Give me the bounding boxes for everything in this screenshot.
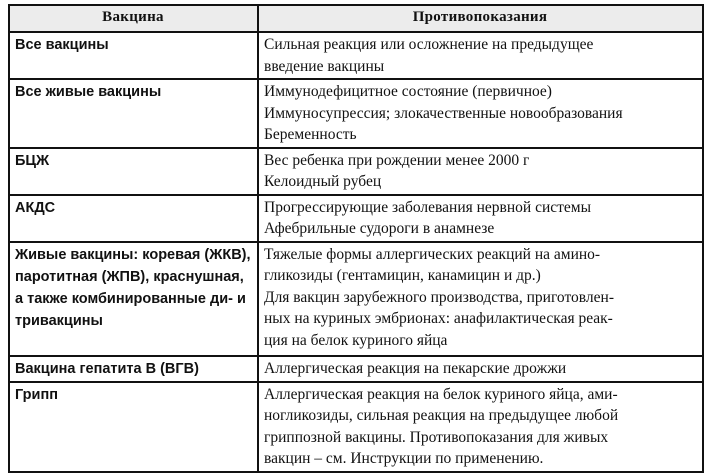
contraindication-line: Беременность (264, 126, 357, 143)
contraindication-line: Сильная реакция или осложнение на предыдущее (264, 36, 594, 53)
table-header-row (9, 5, 703, 32)
contraindication-line: ных на куриных эмбрионах: анафилактическая реак- (264, 310, 613, 327)
table-row (9, 382, 703, 472)
vaccine-name: БЦЖ (15, 152, 50, 169)
contraindication-cell (258, 382, 703, 472)
contraindication-line: Аллергическая реакция на белок куриного яйца, ами- (264, 385, 618, 403)
vaccine-name: также комбинированные (27, 290, 206, 307)
vaccine-name: Все вакцины (15, 37, 109, 53)
contraindication-line: введение вакцины (264, 57, 385, 75)
vaccine-name: ди- и тривакцины (15, 290, 246, 329)
contraindication-cell (258, 148, 703, 195)
contraindication-cell (258, 195, 703, 242)
contraindication-line: Келоидный рубец (264, 173, 382, 190)
contraindication-line: ногликозиды, сильная реакция на предыдущее любой (264, 407, 619, 424)
contraindication-line: Прогрессирующие заболевания нервной системы (264, 198, 592, 216)
contraindication-line: Вес ребенка при рождении менее 2000 г (264, 151, 530, 169)
contraindication-cell (258, 242, 703, 356)
vaccine-cell (9, 382, 258, 472)
contraindication-line: гликозиды (гентамицин, канамицин и др.) (264, 267, 541, 284)
table-row (9, 195, 703, 242)
table-row (9, 32, 703, 79)
vaccine-name: Все живые вакцины (15, 84, 162, 100)
header-vaccine: Вакцина (9, 5, 258, 32)
contraindication-line: Иммунодефицитное состояние (первичное) (264, 83, 552, 100)
table-row (9, 242, 703, 356)
contraindication-line: ция на белок куриного яйца (264, 331, 448, 349)
contraindication-line: вакцин – см. Инструкции по применению. (264, 450, 544, 467)
contraindications-table (8, 4, 704, 473)
table-row (9, 79, 703, 148)
vaccine-name: Живые вакцины: коревая (15, 246, 201, 263)
vaccine-name: Грипп (15, 386, 58, 403)
contraindication-line: гриппозной вакцины. Противопоказания для живых (264, 428, 609, 446)
contraindication-cell (258, 356, 703, 382)
vaccine-cell (9, 79, 258, 148)
vaccine-name: АКДС (15, 199, 56, 216)
vaccine-cell (9, 356, 258, 382)
vaccine-cell (9, 32, 258, 79)
contraindication-cell (258, 79, 703, 148)
table-row (9, 356, 703, 382)
vaccine-cell (9, 242, 258, 356)
vaccine-name: Вакцина гепатита В (ВГВ) (15, 360, 199, 377)
vaccine-cell (9, 148, 258, 195)
contraindication-line: Аллергическая реакция на пекарские дрожжи (264, 359, 567, 377)
table-row (9, 148, 703, 195)
contraindication-cell (258, 32, 703, 79)
vaccine-cell (9, 195, 258, 242)
contraindication-line: Тяжелые формы аллергических реакций на амино- (264, 245, 601, 263)
contraindication-line: Афебрильные судороги в анамнезе (264, 220, 495, 237)
vaccine-name: (ЖПВ), краснушная, а (15, 268, 244, 307)
vaccine-name: (ЖКВ), паротитная (15, 246, 251, 285)
contraindication-line: Для вакцин зарубежного производства, приготовлен- (264, 288, 614, 306)
header-contraindications: Противопоказания (258, 5, 703, 32)
contraindication-line: Иммуносупрессия; злокачественные новообразования (264, 104, 623, 122)
